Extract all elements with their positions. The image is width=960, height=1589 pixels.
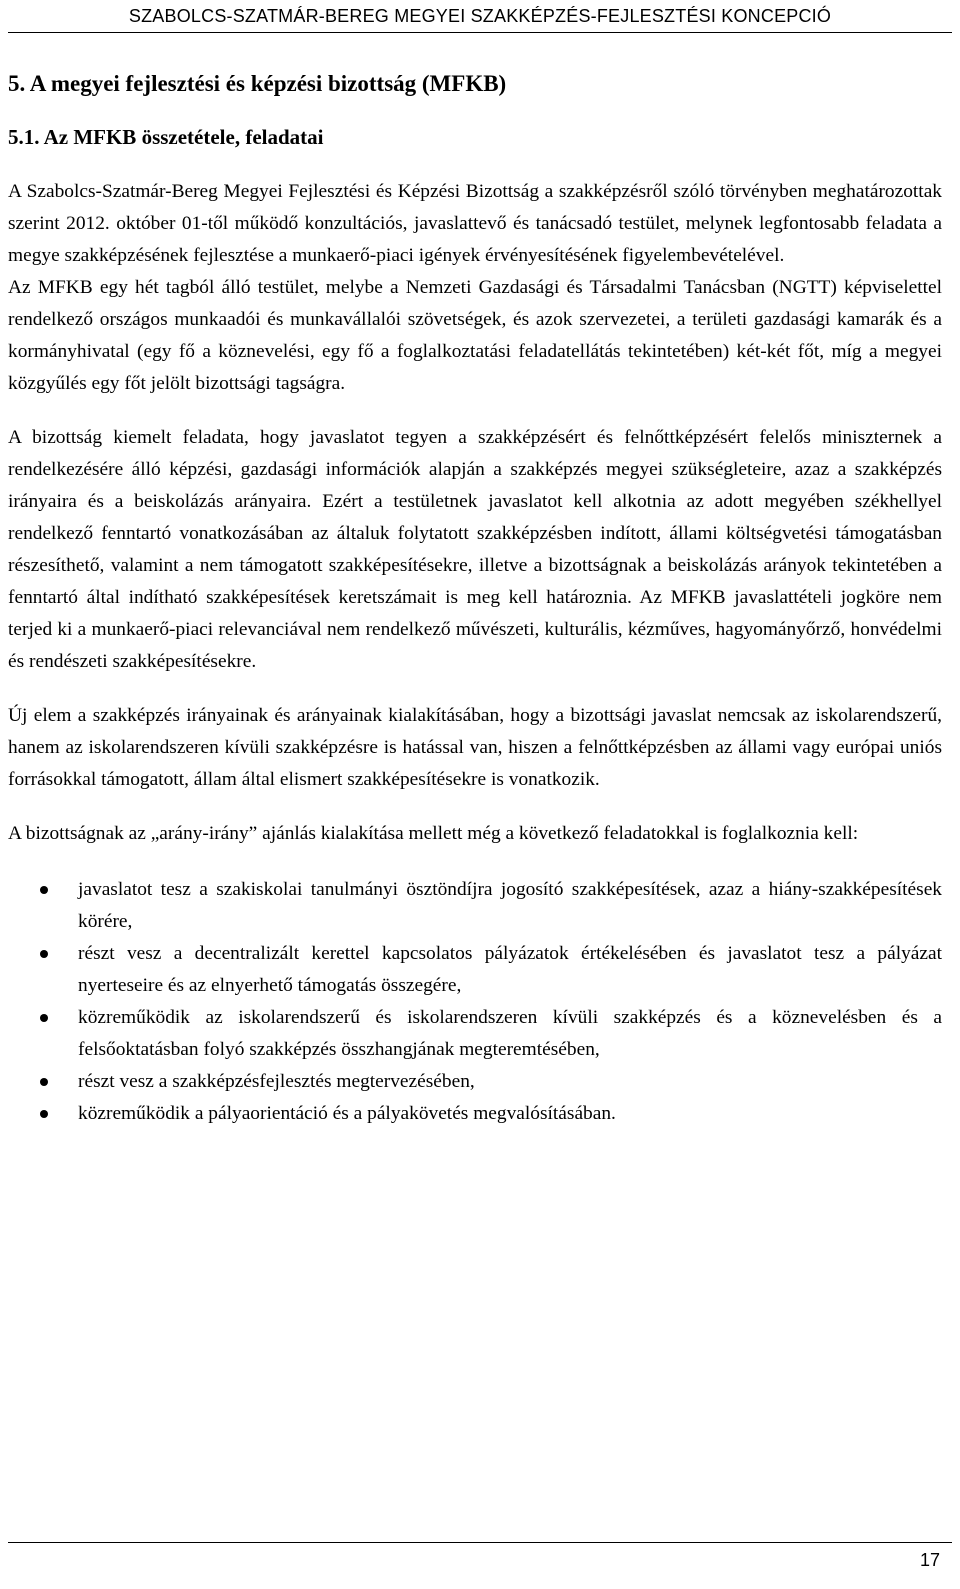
list-item-text: közreműködik a pályaorientáció és a pályakövetés megvalósításában. [78,1103,616,1124]
list-item-text: közreműködik az iskolarendszerű és iskolarendszeren kívüli szakképzés és a köznevelésben és a felsőoktatásban folyó szakképzés összhangjának megteremtésében, [78,1007,942,1060]
header-divider [8,32,952,33]
list-item-text: részt vesz a decentralizált kerettel kapcsolatos pályázatok értékelésében és javaslatot tesz a pályázat nyerteseire és az elnyerhető támogatás összegére, [78,943,942,996]
paragraph-new-element: Új elem a szakképzés irányainak és arányainak kialakításában, hogy a bizottsági javaslat nemcsak az iskolarendszerű, hanem az iskolarendszeren kívüli szakképzésre is hatással van, hiszen a felnőttképzésben az állami vagy európai uniós forrásokkal támogatott, állam által elismert szakképesítésekre is vonatkozik. [8,705,942,790]
task-list [8,874,942,1130]
running-header: SZABOLCS-SZATMÁR-BEREG MEGYEI SZAKKÉPZÉS-FEJLESZTÉSI KONCEPCIÓ [128,6,832,26]
paragraph-main-task: A bizottság kiemelt feladata, hogy javaslatot tegyen a szakképzésért és felnőttképzésért felelős miniszternek a rendelkezésére álló képzési, gazdasági információk alapján a szakképzés megyei szükségleteire, azaz a szakképzés irányaira és a beiskolázás arányaira. Ezért a testületnek javaslatot kell alkotnia az adott megyében székhellyel rendelkező fenntartó vonatkozásában az általuk folytatott szakképzésben indított, állami költségvetési támogatásban részesíthető, valamint a nem támogatott szakképesítésekre, illetve a bizottságnak a beiskolázás arányok tekintetében a fenntartó által indítható szakképesítések keretszámait is meg kell határoznia. Az MFKB javaslattételi jogköre nem terjed ki a munkaerő-piaci relevanciával nem rendelkező művészeti, kulturális, kézműves, hagyományőrző, honvédelmi és rendészeti szakképesítésekre. [8,427,942,672]
bullet-icon [40,1014,48,1022]
paragraph-intro: A Szabolcs-Szatmár-Bereg Megyei Fejlesztési és Képzési Bizottság a szakképzésről szóló törvényben meghatározottak szerint 2012. október 01-től működő konzultációs, javaslattevő és tanácsadó testület, melynek legfontosabb feladata a megye szakképzésének fejlesztése a munkaerő-piaci igények érvényesítésének figyelembevételével. [8,181,942,266]
list-item [8,938,942,1002]
list-item [8,1066,942,1098]
footer-divider [8,1542,952,1543]
section-title: 5. A megyei fejlesztési és képzési bizottság (MFKB) [8,71,507,96]
paragraph-further-tasks: A bizottságnak az „arány-irány” ajánlás kialakítása mellett még a következő feladatokkal is foglalkoznia kell: [8,823,859,844]
subsection-title: 5.1. Az MFKB összetétele, feladatai [8,125,324,149]
list-item [8,874,942,938]
list-item [8,1098,942,1130]
list-item-text: részt vesz a szakképzésfejlesztés megtervezésében, [78,1071,475,1092]
page-number: 17 [919,1550,940,1570]
bullet-icon [40,950,48,958]
list-item-text: javaslatot tesz a szakiskolai tanulmányi ösztöndíjra jogosító szakképesítések, azaz a hiány-szakképesítések körére, [78,879,942,932]
paragraph-membership: Az MFKB egy hét tagból álló testület, melybe a Nemzeti Gazdasági és Társadalmi Tanácsban (NGTT) képviselettel rendelkező országos munkaadói és munkavállalói szövetségek, és azok szervezetei, a területi gazdasági kamarák és a kormányhivatal (egy fő a köznevelési, egy fő a foglalkoztatási feladatellátás tekintetében) két-két főt, míg a megyei közgyűlés egy főt jelölt bizottsági tagságra. [8,277,942,394]
page-content [8,56,942,1130]
bullet-icon [40,1110,48,1118]
bullet-icon [40,1078,48,1086]
list-item [8,1002,942,1066]
bullet-icon [40,886,48,894]
